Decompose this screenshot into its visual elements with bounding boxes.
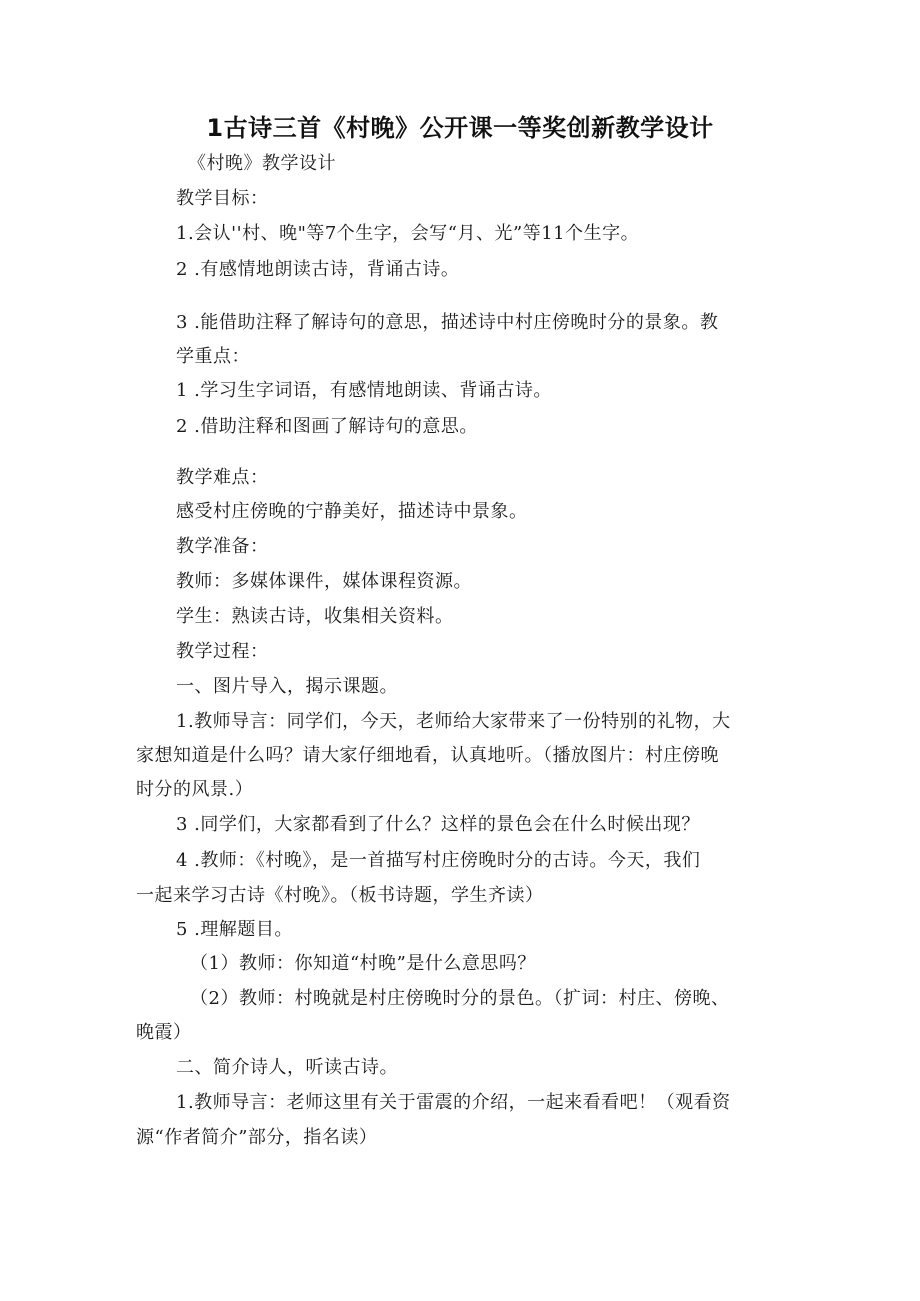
paragraph-line: 4 .教师：《村晚》，是一首描写村庄傍晚时分的古诗。今天，我们 bbox=[176, 850, 701, 871]
paragraph-line: 教师：多媒体课件，媒体课程资源。 bbox=[176, 571, 472, 592]
paragraph-line: 3 .能借助注释了解诗句的意思，描述诗中村庄傍晚时分的景象。教 bbox=[176, 312, 719, 333]
paragraph-line: 1.教师导言：老师这里有关于雷震的介绍，一起来看看吧！（观看资 bbox=[176, 1092, 731, 1113]
paragraph-line: 1.会认''村、晚"等7个生字，会写“月、光”等11个生字。 bbox=[176, 223, 640, 244]
paragraph-line: 2 .借助注释和图画了解诗句的意思。 bbox=[176, 416, 478, 437]
paragraph-line: 学生：熟读古诗，收集相关资料。 bbox=[176, 606, 454, 627]
paragraph-line: 1 .学习生字词语，有感情地朗读、背诵古诗。 bbox=[176, 380, 552, 401]
section-heading-preparation: 教学准备： bbox=[176, 536, 269, 557]
paragraph-line: 晚霞） bbox=[136, 1022, 192, 1043]
paragraph-line: 5 .理解题目。 bbox=[176, 919, 293, 940]
paragraph-line: 二、简介诗人，听读古诗。 bbox=[176, 1057, 398, 1078]
paragraph-line: 时分的风景.） bbox=[136, 779, 254, 800]
paragraph-line: 3 .同学们，大家都看到了什么？这样的景色会在什么时候出现？ bbox=[176, 814, 700, 835]
paragraph-line: 2 .有感情地朗读古诗，背诵古诗。 bbox=[176, 259, 460, 280]
paragraph-line: 家想知道是什么吗？请大家仔细地看，认真地听。（播放图片：村庄傍晚 bbox=[136, 745, 719, 766]
paragraph-line: （1）教师：你知道“村晚”是什么意思吗？ bbox=[190, 953, 536, 974]
section-heading-objectives: 教学目标： bbox=[176, 188, 269, 209]
subtitle-line: 《村晚》教学设计 bbox=[188, 153, 336, 174]
section-heading-difficulties: 教学难点： bbox=[176, 467, 269, 488]
paragraph-line: 1.教师导言：同学们，今天，老师给大家带来了一份特别的礼物，大 bbox=[176, 711, 731, 732]
paragraph-line: （2）教师：村晚就是村庄傍晚时分的景色。（扩词：村庄、傍晚、 bbox=[190, 988, 730, 1009]
document-title: 1古诗三首《村晚》公开课一等奖创新教学设计 bbox=[206, 114, 714, 142]
paragraph-line: 一、图片导入，揭示课题。 bbox=[176, 676, 398, 697]
paragraph-line: 学重点： bbox=[176, 346, 250, 367]
paragraph-line: 源“作者简介”部分，指名读） bbox=[136, 1127, 378, 1148]
paragraph-line: 感受村庄傍晚的宁静美好，描述诗中景象。 bbox=[176, 501, 528, 522]
section-heading-process: 教学过程： bbox=[176, 641, 269, 662]
paragraph-line: 一起来学习古诗《村晚》。（板书诗题，学生齐读） bbox=[136, 885, 544, 906]
